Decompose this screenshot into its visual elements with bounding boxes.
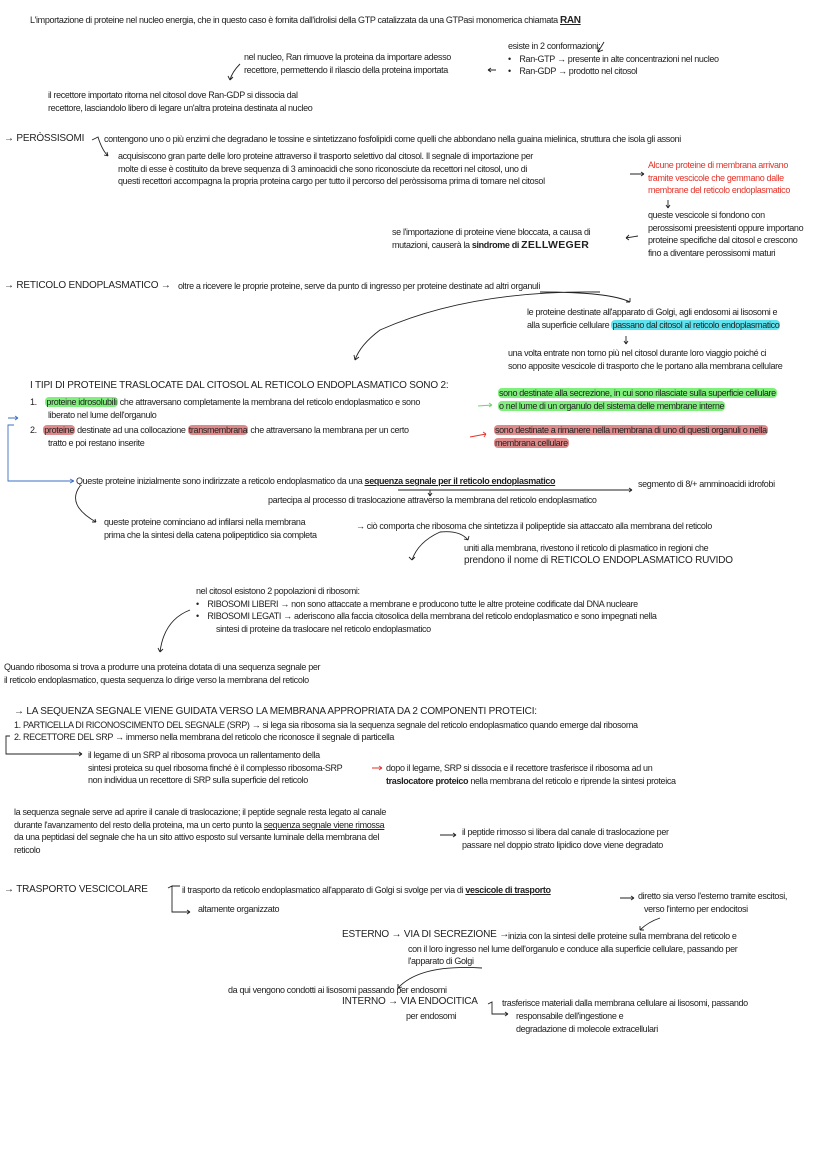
segmento: segmento di 8/+ amminoacidi idrofobi (638, 479, 775, 489)
line: il legame di un SRP al ribosoma provoca un rallentamento della (88, 750, 320, 760)
esterno-label: ESTERNO → VIA DI SECREZIONE → (342, 929, 510, 940)
arrow-right-red (630, 172, 644, 176)
text: RIBOSOMI LIBERI → non sono attaccate a membrane e producono tutte le altre proteine codificate dal DNA nucleare (207, 598, 638, 609)
line: membrane del reticolo endoplasmatico (648, 185, 790, 196)
line: reticolo (14, 844, 41, 855)
green-note (498, 387, 777, 412)
text: che attraversano completamente la membrana del reticolo endoplasmatico e sono (117, 397, 421, 407)
infilarsi (104, 516, 317, 541)
arrow-quando (158, 610, 190, 652)
quando-note (4, 661, 320, 686)
line: la sequenza segnale serve ad aprire il canale di traslocazione; il peptide segnale resta legato al canale (14, 807, 387, 817)
text: durante l'avanzamento del resto della proteina, ma un certo punto la (14, 819, 264, 830)
tipi-title: I TIPI DI PROTEINE TRASLOCATE DAL CITOSOL AL RETICOLO ENDOPLASMATICO SONO 2: (30, 380, 449, 391)
num: 1. (30, 397, 37, 407)
line: Alcune proteine di membrana arrivano (648, 160, 788, 170)
line: tramite vescicole che gemmano dalle (648, 172, 784, 183)
line: uniti alla membrana, rivestono il reticolo di plasmatico in regioni che (464, 543, 709, 553)
line: tratto e poi restano inserite (48, 437, 145, 448)
vescicolare-title: → TRASPORTO VESCICOLARE (4, 884, 148, 895)
syndrome-name: ZELLWEGER (521, 238, 590, 251)
text: mutazioni, causerà la (392, 239, 472, 250)
vescicole-note (648, 209, 803, 259)
syndrome-label: sindrome di (471, 239, 522, 250)
zellweger-note (392, 226, 590, 251)
conf-item: • Ran-GDP → prodotto nel citosol (508, 66, 638, 77)
ribosomi-legati: • RIBOSOMI LEGATI → aderiscono alla faccia citosolica della membrana del reticolo endoplasmatico e sono impegnati nella (196, 611, 657, 622)
arrow-uniti (409, 532, 469, 560)
arrow-curve-infilarsi (76, 486, 96, 522)
dopo-note (386, 762, 676, 787)
text: nella membrana del reticolo e riprende la sintesi proteica (468, 775, 676, 786)
vescicolare-def (182, 884, 551, 897)
line (527, 319, 780, 332)
line: prima che la sintesi della catena polipeptidico sia completa (104, 529, 317, 540)
line (386, 775, 676, 788)
line: con il loro ingresso nel lume dell'organulo e conduce alla superficie cellulare, passando per (408, 943, 738, 954)
line: molte di esse è costituito da breve sequenza di 3 aminoacidi che sono riconosciute da recettori nel citosol, uno di (118, 163, 528, 174)
num: 2. (30, 425, 37, 435)
recettore-note (48, 89, 312, 114)
arrow-left (488, 68, 496, 72)
destinate-note (527, 306, 780, 331)
queste-proteine (76, 475, 555, 488)
arrow-cyan-down (624, 336, 628, 344)
srp-item-1: 1. PARTICELLA DI RICONOSCIMENTO DEL SEGNALE (SRP) → si lega sia ribosoma sia la sequenza segnale del reticolo endoplasmatico quando emerge dal ribosoma (14, 719, 638, 730)
srp-title: → LA SEQUENZA SEGNALE VIENE GUIDATA VERSO LA MEMBRANA APPROPRIATA DA 2 COMPONENTI PROTEICI: (14, 706, 537, 717)
line: degradazione di molecole extracellulari (516, 1023, 658, 1034)
highlight-red: proteine (44, 425, 74, 435)
canale-note (14, 806, 386, 856)
line: da una peptidasi del segnale che ha un sito attivo esposto sul versante luminale della membrana del (14, 832, 380, 843)
perossisomi-title: → PERÒSSISOMI (4, 133, 85, 144)
reticolo-def: oltre a ricevere le proprie proteine, serve da punto di ingresso per proteine destinate ad altri organuli (178, 281, 540, 291)
arrow-rimosso (440, 833, 456, 837)
trasferisce: trasferisce materiali dalla membrana cellulare ai lisosomi, passando (502, 998, 748, 1008)
line: queste vescicole si fondono con (648, 210, 765, 220)
arrow-left-zell (626, 235, 638, 240)
text: alla superficie cellulare (527, 319, 612, 330)
line: inizia con la sintesi delle proteine sulla membrana del reticolo e (508, 931, 737, 941)
conf-text: Ran-GTP → presente in alte concentrazioni nel nucleo (519, 53, 719, 64)
intro-text: L'importazione di proteine nel nucleo energia, che in questo caso è fornita dall'idrolisi della GTP catalizzata da una GTPasi monomerica chiamata (30, 15, 560, 25)
highlight-red: membrana cellulare (495, 437, 568, 448)
altamente: altamente organizzato (198, 904, 280, 914)
vescicole-label: vescicole di trasporto (465, 885, 551, 895)
line: liberato nel lume dell'organulo (48, 409, 157, 420)
rimosso-note (462, 826, 669, 851)
srp-item-2: 2. RECETTORE DEL SRP → immerso nella membrana del reticolo che riconosce il segnale di particella (14, 732, 395, 743)
highlight-green: o nel lume di un organulo del sistema delle membrane interne (499, 400, 725, 411)
text: che attraversano la membrana per un certo (248, 425, 409, 435)
text: RIBOSOMI LEGATI → aderiscono alla faccia citosolica della membrana del reticolo endoplasmatico e sono impegnati nella (207, 611, 657, 622)
line: l'apparato di Golgi (408, 956, 474, 967)
conf-item: • Ran-GTP → presente in alte concentrazioni nel nucleo (508, 53, 719, 64)
nucleo-intro (30, 14, 581, 28)
line (30, 424, 409, 437)
perossisomi-import (118, 150, 545, 188)
line: diretto sia verso l'esterno tramite escitosi, (638, 891, 788, 901)
line: dopo il legame, SRP si dissocia e il recettore trasferisce il ribosoma ad un (386, 763, 653, 773)
membrana-note (648, 159, 790, 197)
text: Queste proteine inizialmente sono indirizzate a reticolo endoplasmatico da una (76, 476, 365, 486)
line: proteine specifiche dal citosol e crescono (648, 235, 798, 246)
highlight-red: transmembrana (188, 425, 248, 435)
underlined: sequenza segnale viene rimossa (263, 819, 385, 830)
line: Quando ribosoma si trova a produrre una proteina dotata di una sequenza segnale per (4, 662, 321, 672)
interno-label: INTERNO → VIA ENDOCITICA (342, 996, 478, 1007)
esterno-text (408, 930, 737, 968)
line: questi recettori accompagna la propria proteina cargo per tutto il percorso del peròssisoma prima di tornare nel citosol (118, 176, 545, 187)
ribosomi-liberi: • RIBOSOMI LIBERI → non sono attaccate a membrane e producono tutte le altre proteine codificate dal DNA nucleare (196, 598, 638, 609)
tipo-1 (30, 396, 420, 421)
line: recettore, lasciandolo libero di legare un'altra proteina destinata al nucleo (48, 102, 313, 113)
ran-rimuove (244, 51, 451, 76)
red-note (494, 424, 768, 449)
signal-sequence: sequenza segnale per il reticolo endoplasmatico (364, 476, 556, 486)
ran-label: RAN (560, 15, 581, 26)
perossisomi-def: contengono uno o più enzimi che degradano le tossine e sintetizzano fosfolipidi come quelli che abbondano nella guaina mielinica, struttura che isola gli assoni (104, 134, 681, 144)
line: non individua un recettore di SRP sulla superficie del reticolo (88, 775, 308, 786)
text: destinate ad una collocazione (75, 425, 188, 435)
uniti-note (464, 542, 733, 567)
line: sintesi proteica su quel ribosoma finché è il complesso ribosoma-SRP (88, 762, 343, 773)
line: nel citosol esistono 2 popolazioni di ribosomi: (196, 586, 360, 596)
line: sono apposite vescicole di trasporto che le portano alla membrana cellulare (508, 360, 783, 371)
line: verso l'interno per endocitosi (644, 903, 748, 914)
text: il trasporto da reticolo endoplasmatico all'apparato di Golgi si svolge per via di (182, 885, 466, 895)
conformazioni (508, 40, 719, 78)
line (30, 396, 420, 409)
da-qui: da qui vengono condotti ai lisosomi passando per endosomi (228, 985, 447, 995)
line: passare nel doppio strato lipidico dove viene degradato (462, 839, 663, 850)
line (14, 819, 386, 832)
line: una volta entrate non torno più nel citosol durante loro viaggio poiché ci (508, 348, 767, 358)
line: il reticolo endoplasmatico, questa sequenza lo dirige verso la membrana del reticolo (4, 674, 309, 685)
conf-title: esiste in 2 conformazioni: (508, 41, 601, 51)
line: il recettore importato ritorna nel citosol dove Ran-GDP si dissocia dal (48, 90, 298, 100)
comporta: → ciò comporta che ribosoma che sintetizza il polipeptide sia attaccato alla membrana del reticolo (356, 521, 712, 531)
responsabile-note (516, 1010, 658, 1035)
srp-section (14, 706, 638, 744)
arrow-curve-down (228, 64, 240, 80)
conf-text: Ran-GDP → prodotto nel citosol (519, 66, 638, 77)
arrow-green (478, 403, 492, 407)
highlight-green: proteine idrosolubili (46, 397, 117, 407)
line: acquisiscono gran parte delle loro proteine attraverso il trasporto selettivo dal citosol. Il segnale di importazione per (118, 151, 533, 161)
partecipa: partecipa al processo di traslocazione attraverso la membrana del reticolo endoplasmatico (268, 495, 597, 505)
popolazioni (196, 585, 657, 635)
volta-note (508, 347, 782, 372)
line: sintesi di proteine da traslocare nel reticolo endoplasmatico (216, 623, 431, 634)
arrow-red (470, 432, 486, 437)
highlight-green: sono destinate alla secrezione, in cui sono rilasciate sulla superficie cellulare (499, 388, 776, 398)
arrow-dopo (372, 766, 382, 770)
line (392, 239, 590, 252)
reticolo-title: → RETICOLO ENDOPLASMATICO → (4, 280, 171, 291)
traslocatore: traslocatore proteico (386, 775, 469, 786)
line: fino a diventare perossisomi maturi (648, 247, 776, 258)
per-endosomi: per endosomi (406, 1011, 457, 1021)
line: se l'importazione di proteine viene bloccata, a causa di (392, 227, 591, 237)
diretto-note (638, 890, 787, 915)
line: nel nucleo, Ran rimuove la proteina da importare adesso (244, 52, 451, 62)
legame-note (88, 749, 342, 787)
line: le proteine destinate all'apparato di Golgi, agli endosomi ai lisosomi e (527, 307, 778, 317)
tipo-2 (30, 424, 409, 449)
line: recettore, permettendo il rilascio della proteina importata (244, 64, 448, 75)
line: il peptide rimosso si libera dal canale di traslocazione per (462, 827, 669, 837)
line: prendono il nome di RETICOLO ENDOPLASMATICO RUVIDO (464, 554, 733, 566)
arrow-down (666, 200, 670, 208)
line: perossisomi preesistenti oppure importano (648, 222, 804, 233)
line: queste proteine cominciano ad infilarsi nella membrana (104, 517, 306, 527)
highlight-red: sono destinate a rimanere nella membrana di uno di questi organuli o nella (495, 425, 767, 435)
line: responsabile dell'ingestione e (516, 1011, 624, 1021)
highlight-cyan: passano dal citosol al reticolo endoplasmatico (612, 319, 780, 330)
